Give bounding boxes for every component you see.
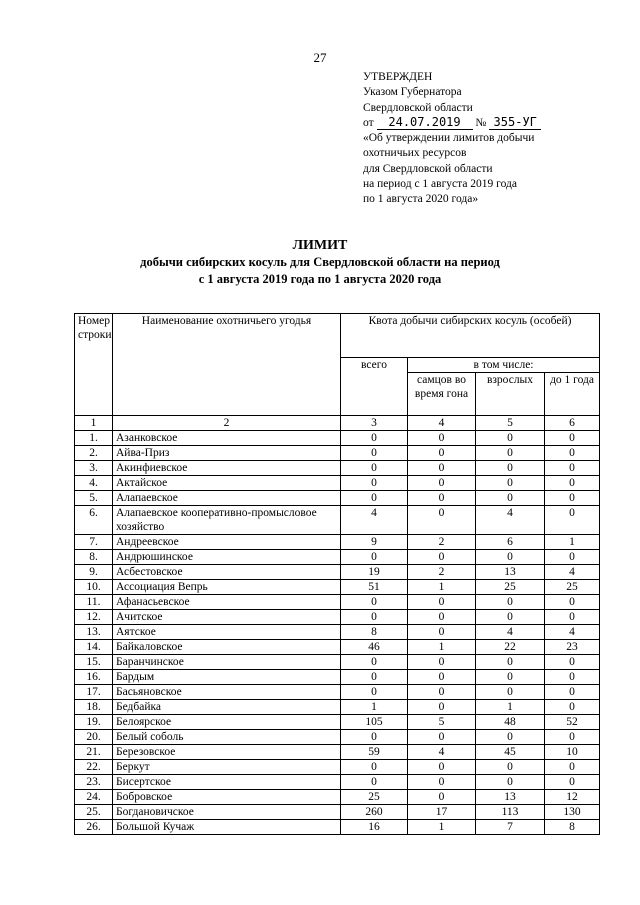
quota-adults: 0 xyxy=(476,461,545,476)
quota-males: 0 xyxy=(408,446,476,461)
area-name: Басьяновское xyxy=(113,685,341,700)
quota-males: 1 xyxy=(408,820,476,835)
quota-total: 0 xyxy=(341,595,408,610)
quota-males: 0 xyxy=(408,550,476,565)
area-name: Алапаевское xyxy=(113,491,341,506)
quota-total: 0 xyxy=(341,491,408,506)
quota-under-one: 10 xyxy=(545,745,600,760)
area-name: Баранчинское xyxy=(113,655,341,670)
quota-under-one: 0 xyxy=(545,446,600,461)
number-label: № xyxy=(475,116,487,129)
quota-males: 0 xyxy=(408,431,476,446)
table-row xyxy=(75,535,600,550)
table-row xyxy=(75,700,600,715)
area-name: Афанасьевское xyxy=(113,595,341,610)
quota-adults: 0 xyxy=(476,670,545,685)
table-body xyxy=(75,431,600,835)
table-row xyxy=(75,580,600,595)
table-row xyxy=(75,775,600,790)
quota-under-one: 52 xyxy=(545,715,600,730)
table-row xyxy=(75,805,600,820)
row-number: 9. xyxy=(75,565,113,580)
quota-adults: 113 xyxy=(476,805,545,820)
row-number: 24. xyxy=(75,790,113,805)
column-number: 2 xyxy=(113,416,341,431)
area-name: Ачитское xyxy=(113,610,341,625)
area-name: Березовское xyxy=(113,745,341,760)
quota-adults: 0 xyxy=(476,685,545,700)
quota-males: 0 xyxy=(408,491,476,506)
quota-males: 0 xyxy=(408,506,476,535)
table-row xyxy=(75,820,600,835)
table-row xyxy=(75,461,600,476)
quota-adults: 4 xyxy=(476,506,545,535)
quota-total: 9 xyxy=(341,535,408,550)
limits-table xyxy=(74,313,600,835)
quota-males: 0 xyxy=(408,625,476,640)
quota-under-one: 0 xyxy=(545,610,600,625)
area-name: Асбестовское xyxy=(113,565,341,580)
row-number: 16. xyxy=(75,670,113,685)
approval-region: Свердловской области xyxy=(363,101,473,114)
quota-under-one: 0 xyxy=(545,461,600,476)
column-number: 3 xyxy=(341,416,408,431)
quota-adults: 0 xyxy=(476,550,545,565)
approval-heading: УТВЕРЖДЕН xyxy=(363,71,433,83)
row-number: 3. xyxy=(75,461,113,476)
quota-under-one: 0 xyxy=(545,700,600,715)
quota-total: 46 xyxy=(341,640,408,655)
column-number-row xyxy=(75,416,600,431)
row-number: 2. xyxy=(75,446,113,461)
quota-adults: 48 xyxy=(476,715,545,730)
header-adults: взрослых xyxy=(476,373,545,416)
quota-total: 0 xyxy=(341,730,408,745)
quota-adults: 13 xyxy=(476,790,545,805)
area-name: Бисертское xyxy=(113,775,341,790)
quota-under-one: 1 xyxy=(545,535,600,550)
quota-total: 1 xyxy=(341,700,408,715)
area-name: Аятское xyxy=(113,625,341,640)
quota-adults: 13 xyxy=(476,565,545,580)
quota-males: 0 xyxy=(408,700,476,715)
table-row xyxy=(75,715,600,730)
decree-number: 355-УГ xyxy=(489,116,541,130)
table-row xyxy=(75,610,600,625)
column-number: 1 xyxy=(75,416,113,431)
quota-under-one: 4 xyxy=(545,565,600,580)
area-name: Богдановичское xyxy=(113,805,341,820)
quota-total: 0 xyxy=(341,685,408,700)
quota-males: 4 xyxy=(408,745,476,760)
area-name: Алапаевское кооперативно-промысловое хозяйство xyxy=(113,506,341,535)
area-name: Белый соболь xyxy=(113,730,341,745)
row-number: 13. xyxy=(75,625,113,640)
decree-title-line: для Свердловской области xyxy=(363,162,493,175)
quota-adults: 0 xyxy=(476,446,545,461)
quota-males: 0 xyxy=(408,685,476,700)
quota-under-one: 4 xyxy=(545,625,600,640)
area-name: Андреевское xyxy=(113,535,341,550)
table-row xyxy=(75,745,600,760)
decree-title-line: по 1 августа 2020 года» xyxy=(363,193,479,206)
table-row xyxy=(75,565,600,580)
table-row xyxy=(75,670,600,685)
row-number: 21. xyxy=(75,745,113,760)
column-number: 5 xyxy=(476,416,545,431)
row-number: 26. xyxy=(75,820,113,835)
quota-under-one: 0 xyxy=(545,760,600,775)
quota-total: 0 xyxy=(341,655,408,670)
quota-under-one: 8 xyxy=(545,820,600,835)
area-name: Ассоциация Вепрь xyxy=(113,580,341,595)
quota-males: 0 xyxy=(408,476,476,491)
quota-under-one: 0 xyxy=(545,491,600,506)
quota-total: 0 xyxy=(341,431,408,446)
area-name: Белоярское xyxy=(113,715,341,730)
row-number: 22. xyxy=(75,760,113,775)
row-number: 6. xyxy=(75,506,113,535)
quota-adults: 4 xyxy=(476,625,545,640)
header-area-name: Наименование охотничьего угодья xyxy=(113,314,341,416)
title-main: ЛИМИТ xyxy=(292,238,348,253)
quota-total: 0 xyxy=(341,670,408,685)
area-name: Азанковское xyxy=(113,431,341,446)
quota-males: 0 xyxy=(408,595,476,610)
table-row xyxy=(75,476,600,491)
decree-title xyxy=(363,131,603,207)
column-number: 4 xyxy=(408,416,476,431)
quota-adults: 0 xyxy=(476,610,545,625)
quota-under-one: 0 xyxy=(545,595,600,610)
row-number: 7. xyxy=(75,535,113,550)
decree-title-line: на период с 1 августа 2019 года xyxy=(363,178,517,191)
row-number: 5. xyxy=(75,491,113,506)
area-name: Бардым xyxy=(113,670,341,685)
quota-males: 0 xyxy=(408,610,476,625)
table-row xyxy=(75,655,600,670)
area-name: Акинфиевское xyxy=(113,461,341,476)
table-row xyxy=(75,790,600,805)
quota-adults: 0 xyxy=(476,655,545,670)
quota-under-one: 25 xyxy=(545,580,600,595)
title-line-1: добычи сибирских косуль для Свердловской области на период xyxy=(140,255,500,269)
table-row xyxy=(75,730,600,745)
table-row xyxy=(75,446,600,461)
quota-adults: 25 xyxy=(476,580,545,595)
row-number: 25. xyxy=(75,805,113,820)
row-number: 11. xyxy=(75,595,113,610)
quota-adults: 0 xyxy=(476,595,545,610)
area-name: Большой Кучаж xyxy=(113,820,341,835)
header-quota: Квота добычи сибирских косуль (особей) xyxy=(341,314,600,358)
quota-adults: 45 xyxy=(476,745,545,760)
quota-adults: 0 xyxy=(476,491,545,506)
row-number: 8. xyxy=(75,550,113,565)
area-name: Бобровское xyxy=(113,790,341,805)
quota-total: 260 xyxy=(341,805,408,820)
quota-adults: 0 xyxy=(476,775,545,790)
quota-adults: 7 xyxy=(476,820,545,835)
quota-total: 19 xyxy=(341,565,408,580)
area-name: Актайское xyxy=(113,476,341,491)
row-number: 12. xyxy=(75,610,113,625)
header-row-number: Номер строки xyxy=(75,314,113,416)
approval-date-line xyxy=(363,116,603,131)
header-males: самцов во время гона xyxy=(408,373,476,416)
quota-males: 1 xyxy=(408,640,476,655)
quota-under-one: 0 xyxy=(545,655,600,670)
table-row xyxy=(75,640,600,655)
header-under-one: до 1 года xyxy=(545,373,600,416)
row-number: 20. xyxy=(75,730,113,745)
quota-males: 17 xyxy=(408,805,476,820)
quota-males: 0 xyxy=(408,775,476,790)
quota-males: 2 xyxy=(408,565,476,580)
approval-stamp xyxy=(363,70,603,208)
row-number: 1. xyxy=(75,431,113,446)
quota-males: 0 xyxy=(408,670,476,685)
quota-total: 0 xyxy=(341,461,408,476)
quota-adults: 0 xyxy=(476,760,545,775)
area-name: Андрюшинское xyxy=(113,550,341,565)
header-total: всего xyxy=(341,358,408,416)
header-including: в том числе: xyxy=(408,358,600,373)
approval-authority: Указом Губернатора xyxy=(363,86,462,99)
quota-under-one: 0 xyxy=(545,730,600,745)
quota-males: 2 xyxy=(408,535,476,550)
quota-under-one: 0 xyxy=(545,506,600,535)
quota-total: 0 xyxy=(341,760,408,775)
decree-title-line: «Об утверждении лимитов добычи xyxy=(363,132,535,145)
area-name: Беркут xyxy=(113,760,341,775)
area-name: Байкаловское xyxy=(113,640,341,655)
quota-total: 25 xyxy=(341,790,408,805)
quota-under-one: 0 xyxy=(545,431,600,446)
quota-under-one: 0 xyxy=(545,685,600,700)
column-number: 6 xyxy=(545,416,600,431)
row-number: 23. xyxy=(75,775,113,790)
quota-total: 0 xyxy=(341,550,408,565)
from-label: от xyxy=(363,116,374,129)
quota-males: 0 xyxy=(408,760,476,775)
table-row xyxy=(75,760,600,775)
quota-adults: 22 xyxy=(476,640,545,655)
quota-males: 0 xyxy=(408,790,476,805)
quota-under-one: 0 xyxy=(545,670,600,685)
quota-total: 105 xyxy=(341,715,408,730)
table-row xyxy=(75,595,600,610)
quota-males: 0 xyxy=(408,730,476,745)
quota-under-one: 130 xyxy=(545,805,600,820)
quota-adults: 0 xyxy=(476,476,545,491)
table-row xyxy=(75,431,600,446)
quota-total: 0 xyxy=(341,476,408,491)
area-name: Бедбайка xyxy=(113,700,341,715)
quota-total: 59 xyxy=(341,745,408,760)
quota-under-one: 0 xyxy=(545,476,600,491)
quota-total: 8 xyxy=(341,625,408,640)
row-number: 18. xyxy=(75,700,113,715)
table-row xyxy=(75,506,600,535)
quota-total: 16 xyxy=(341,820,408,835)
document-title xyxy=(0,237,640,288)
decree-date: 24.07.2019 xyxy=(377,116,473,130)
quota-under-one: 0 xyxy=(545,550,600,565)
quota-total: 4 xyxy=(341,506,408,535)
quota-total: 0 xyxy=(341,446,408,461)
table-row xyxy=(75,685,600,700)
title-line-2: с 1 августа 2019 года по 1 августа 2020 года xyxy=(198,272,442,286)
quota-adults: 6 xyxy=(476,535,545,550)
table-row xyxy=(75,550,600,565)
quota-adults: 0 xyxy=(476,431,545,446)
row-number: 17. xyxy=(75,685,113,700)
quota-males: 5 xyxy=(408,715,476,730)
quota-under-one: 23 xyxy=(545,640,600,655)
quota-total: 51 xyxy=(341,580,408,595)
row-number: 15. xyxy=(75,655,113,670)
quota-under-one: 12 xyxy=(545,790,600,805)
quota-total: 0 xyxy=(341,610,408,625)
quota-total: 0 xyxy=(341,775,408,790)
table-row xyxy=(75,491,600,506)
quota-adults: 0 xyxy=(476,730,545,745)
table-row xyxy=(75,625,600,640)
row-number: 19. xyxy=(75,715,113,730)
quota-males: 0 xyxy=(408,461,476,476)
page-number: 27 xyxy=(313,50,327,65)
area-name: Айва-Приз xyxy=(113,446,341,461)
row-number: 14. xyxy=(75,640,113,655)
quota-under-one: 0 xyxy=(545,775,600,790)
row-number: 10. xyxy=(75,580,113,595)
quota-males: 0 xyxy=(408,655,476,670)
decree-title-line: охотничьих ресурсов xyxy=(363,147,467,160)
quota-males: 1 xyxy=(408,580,476,595)
quota-adults: 1 xyxy=(476,700,545,715)
row-number: 4. xyxy=(75,476,113,491)
